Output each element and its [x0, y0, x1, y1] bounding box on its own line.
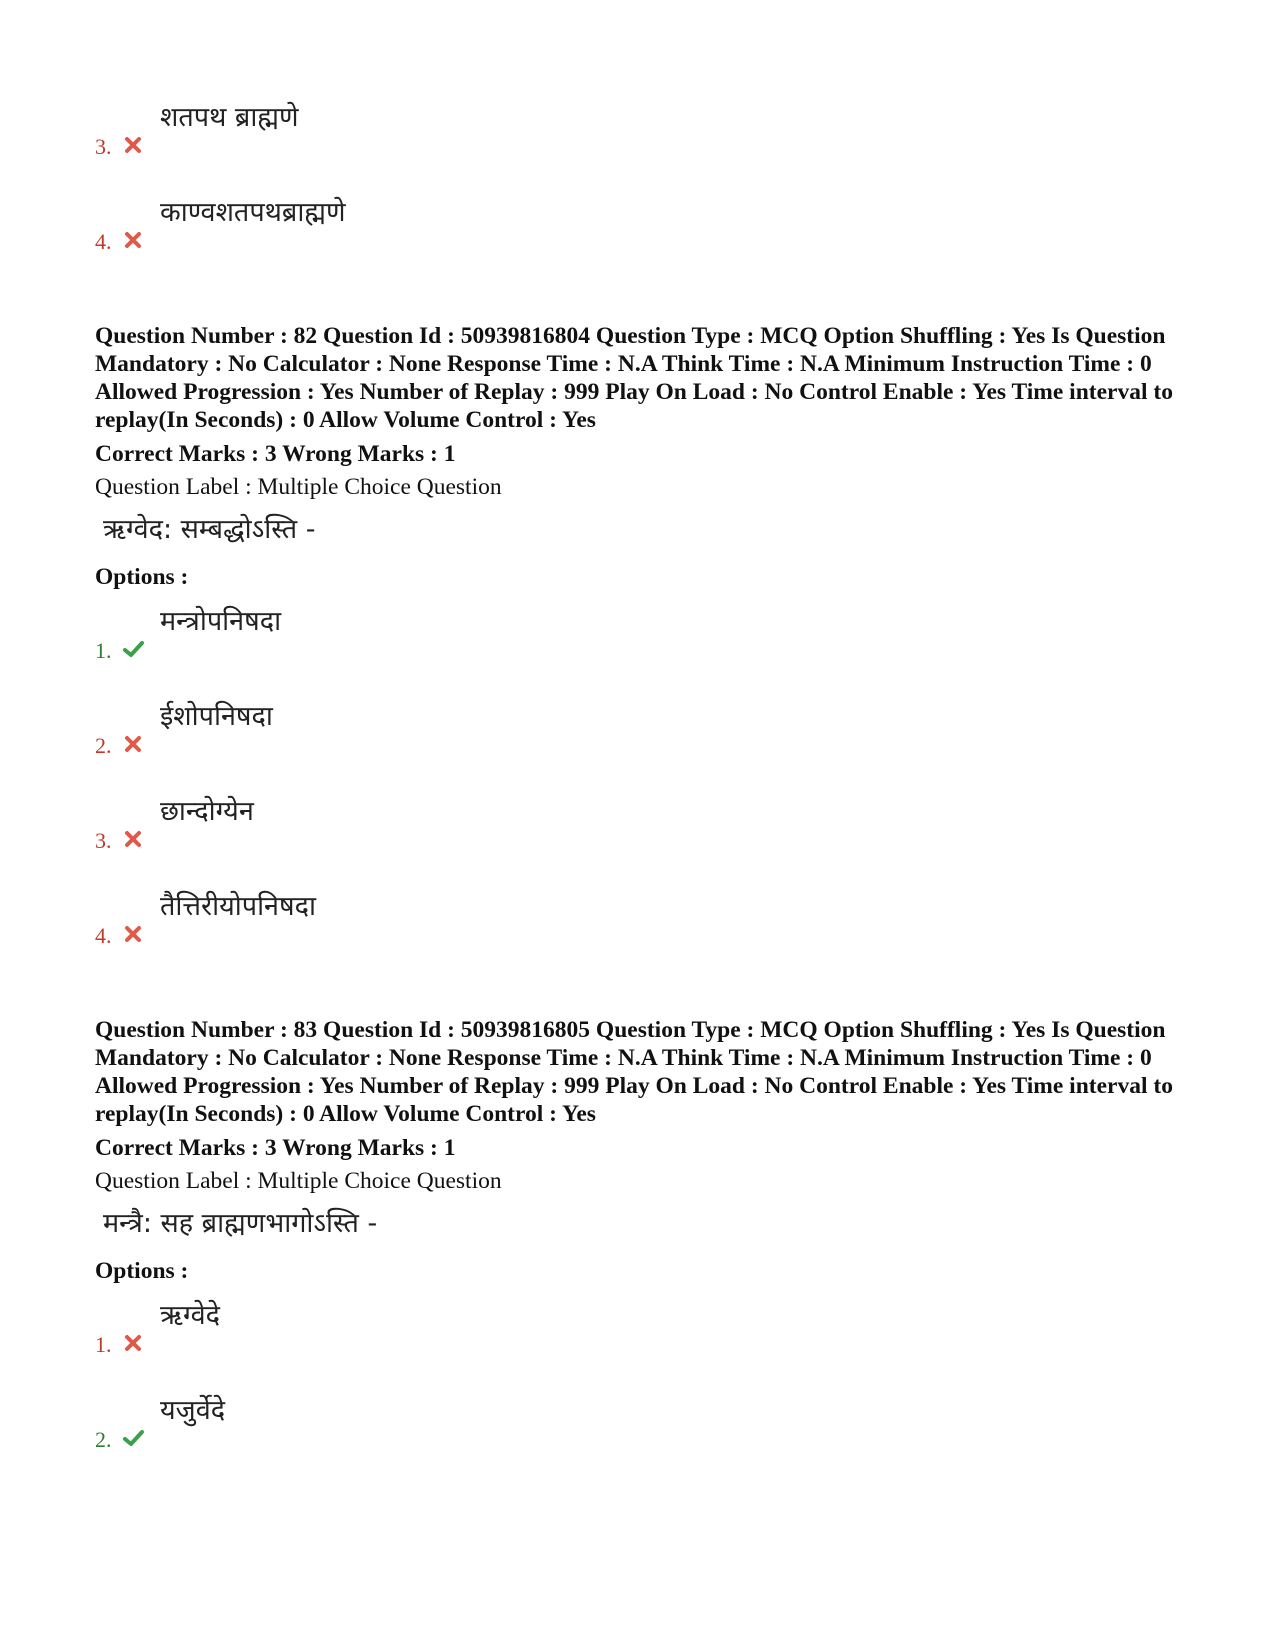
option-number: 4. [95, 923, 112, 948]
option-number: 4. [95, 229, 112, 254]
options-heading: Options : [95, 564, 189, 590]
option-text: यजुर्वेदे [160, 1395, 226, 1426]
option-text: मन्त्रोपनिषदा [160, 606, 282, 637]
question-block [95, 1016, 1205, 1285]
question-label: Question Label : Multiple Choice Question [95, 474, 502, 500]
option-number: 2. [95, 733, 112, 758]
question-meta: Question Number : 82 Question Id : 50939816804 Question Type : MCQ Option Shuffling : Yes Is Question Mandatory : No Calculator : None Response Time : N.A Think Time : N.A Minimum Instruction Time : 0 Allowed Progression : Yes Number of Replay : 999 Play On Load : No Control Enable : Yes Time interval to replay(In Seconds) : 0 Allow Volume Control : Yes [95, 323, 1173, 433]
option-text: शतपथ ब्राह्मणे [160, 102, 299, 133]
question-marks: Correct Marks : 3 Wrong Marks : 1 [95, 441, 456, 467]
option-number: 2. [95, 1427, 112, 1452]
option-row [95, 699, 695, 759]
question-block [95, 322, 1205, 591]
question-text: मन्त्रै: सह ब्राह्मणभागोऽस्ति - [103, 1208, 378, 1239]
option-text: ईशोपनिषदा [160, 701, 273, 732]
cross-icon [122, 136, 144, 154]
option-number: 1. [95, 1332, 112, 1357]
option-row [95, 195, 695, 255]
option-number: 1. [95, 638, 112, 663]
cross-icon [122, 735, 144, 753]
cross-icon [122, 925, 144, 943]
cross-icon [122, 231, 144, 249]
option-row [95, 1298, 695, 1358]
option-number: 3. [95, 134, 112, 159]
question-meta: Question Number : 83 Question Id : 50939816805 Question Type : MCQ Option Shuffling : Yes Is Question Mandatory : No Calculator : None Response Time : N.A Think Time : N.A Minimum Instruction Time : 0 Allowed Progression : Yes Number of Replay : 999 Play On Load : No Control Enable : Yes Time interval to replay(In Seconds) : 0 Allow Volume Control : Yes [95, 1017, 1173, 1127]
option-text: छान्दोग्येन [160, 796, 254, 827]
option-row [95, 100, 695, 160]
options-heading: Options : [95, 1258, 189, 1284]
option-row [95, 604, 695, 664]
question-label: Question Label : Multiple Choice Question [95, 1168, 502, 1194]
cross-icon [122, 830, 144, 848]
option-row [95, 1393, 695, 1453]
cross-icon [122, 1334, 144, 1352]
option-row [95, 794, 695, 854]
question-marks: Correct Marks : 3 Wrong Marks : 1 [95, 1135, 456, 1161]
option-text: काण्वशतपथब्राह्मणे [160, 197, 346, 228]
check-icon [122, 1429, 144, 1447]
option-row [95, 889, 695, 949]
check-icon [122, 640, 144, 658]
question-text: ऋग्वेद: सम्बद्धोऽस्ति - [103, 514, 316, 545]
option-text: ऋग्वेदे [160, 1300, 220, 1331]
option-number: 3. [95, 828, 112, 853]
option-text: तैत्तिरीयोपनिषदा [160, 891, 316, 922]
